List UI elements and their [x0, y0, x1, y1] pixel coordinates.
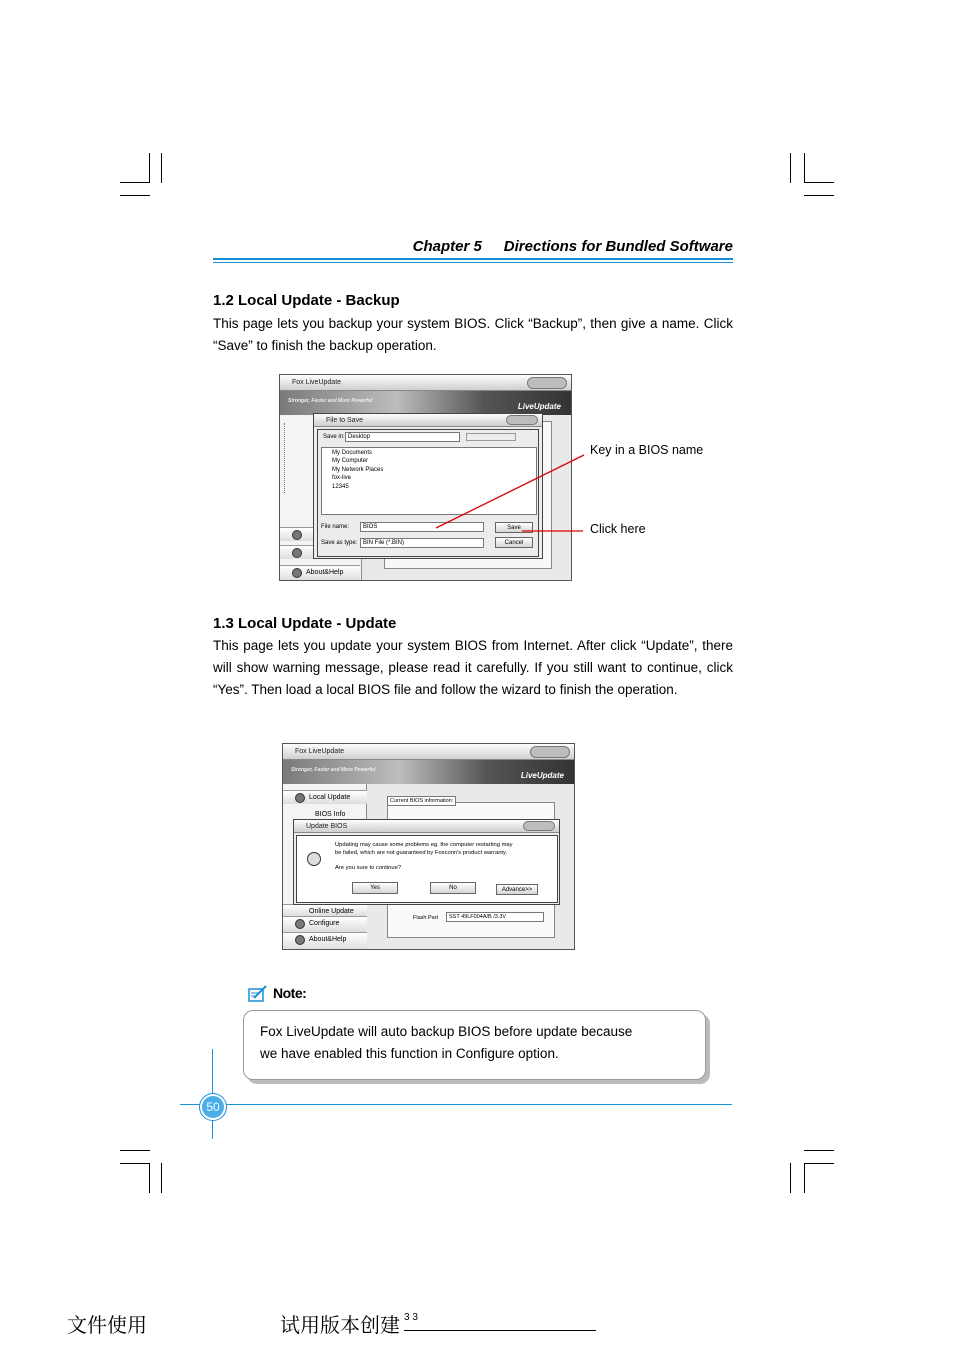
warning-icon: [307, 852, 321, 866]
dialog-title: Update BIOS: [306, 823, 348, 830]
local-update-icon: [295, 793, 305, 803]
brand: LiveUpdate: [520, 771, 564, 780]
online-update[interactable]: Online Update: [309, 908, 354, 915]
note-line-1: Fox LiveUpdate will auto backup BIOS before update because: [260, 1024, 633, 1039]
page-number: 50: [200, 1094, 226, 1120]
dialog-controls-icon: [523, 821, 555, 831]
warning-line-1: Updating may cause some problems eg. the computer restarting may: [335, 842, 513, 848]
brand: LiveUpdate: [517, 402, 561, 411]
section-text-backup: This page lets you backup your system BIOS. Click “Backup”, then give a name. Click “Save” to finish the backup operation.: [213, 316, 733, 353]
bios-info[interactable]: BIOS Info: [315, 811, 346, 818]
chapter-number: Chapter 5: [412, 238, 482, 255]
window-title: Fox LiveUpdate: [295, 748, 345, 755]
list-item[interactable]: My Network Places: [332, 466, 384, 473]
configure[interactable]: Configure: [309, 920, 340, 927]
cancel-button[interactable]: Cancel: [495, 537, 533, 548]
save-in-label: Save in:: [323, 434, 345, 440]
chapter-title: Directions for Bundled Software: [503, 238, 733, 255]
warning-question: Are you sure to continue?: [335, 865, 402, 871]
update-bios-dialog: [293, 819, 560, 905]
slogan: Stronger, Faster and More Powerful: [291, 767, 376, 773]
list-item[interactable]: 12345: [332, 483, 349, 490]
footer-right: 试用版本创建: [280, 1313, 400, 1337]
local-update[interactable]: Local Update: [309, 794, 351, 801]
note-line-2: we have enabled this function in Configure option.: [260, 1046, 559, 1061]
file-name-label: File name:: [321, 524, 350, 530]
no-button[interactable]: No: [430, 882, 476, 894]
save-type-label: Save as type:: [321, 540, 358, 546]
file-name-input[interactable]: BIOS: [360, 522, 484, 532]
yes-button[interactable]: Yes: [352, 882, 398, 894]
section-heading-backup: 1.2 Local Update - Backup: [213, 292, 400, 309]
dialog-title: File to Save: [326, 417, 363, 424]
slogan: Stronger, Faster and More Powerful: [288, 398, 373, 404]
about-icon: [295, 935, 305, 945]
list-item[interactable]: My Computer: [332, 458, 369, 465]
footer-left: 文件使用: [67, 1313, 147, 1337]
window-controls-icon: [530, 746, 570, 758]
advance-button[interactable]: Advance>>: [496, 884, 538, 895]
save-in-select[interactable]: Desktop: [345, 432, 460, 442]
callout-click-here: Click here: [590, 522, 646, 536]
warning-line-2: be failed, which are not guaranteed by Foxconn's product warranty.: [335, 850, 508, 856]
window-title: Fox LiveUpdate: [292, 379, 342, 386]
footer-superscript: 3 3: [404, 1312, 418, 1323]
configure-icon: [295, 919, 305, 929]
flash-part-label: Flash Part: [413, 915, 439, 921]
save-type-select[interactable]: BIN File (*.BIN): [360, 538, 484, 548]
flash-part-value: SST 49LF004A/B /3.3V: [446, 912, 544, 922]
callout-key-in: Key in a BIOS name: [590, 443, 704, 457]
note-box: [243, 1010, 706, 1080]
about-help[interactable]: About&Help: [306, 569, 344, 576]
section-text-update: This page lets you update your system BIOS from Internet. After click “Update”, there will show warning message, please read it carefully. If you still want to continue, click “Yes”. Then load a local BIOS file and follow the wizard to finish the operation.: [213, 638, 733, 697]
screenshot-update: [282, 743, 575, 950]
section-heading-update: 1.3 Local Update - Update: [213, 615, 397, 632]
list-item[interactable]: My Documents: [332, 450, 373, 456]
about-help[interactable]: About&Help: [309, 936, 347, 943]
pencil-icon: [248, 985, 268, 1003]
note-title: Note:: [273, 985, 307, 1001]
current-bios-label: Current BIOS information:: [387, 796, 456, 806]
save-button[interactable]: Save: [495, 522, 533, 533]
list-item[interactable]: fox-live: [332, 475, 352, 482]
